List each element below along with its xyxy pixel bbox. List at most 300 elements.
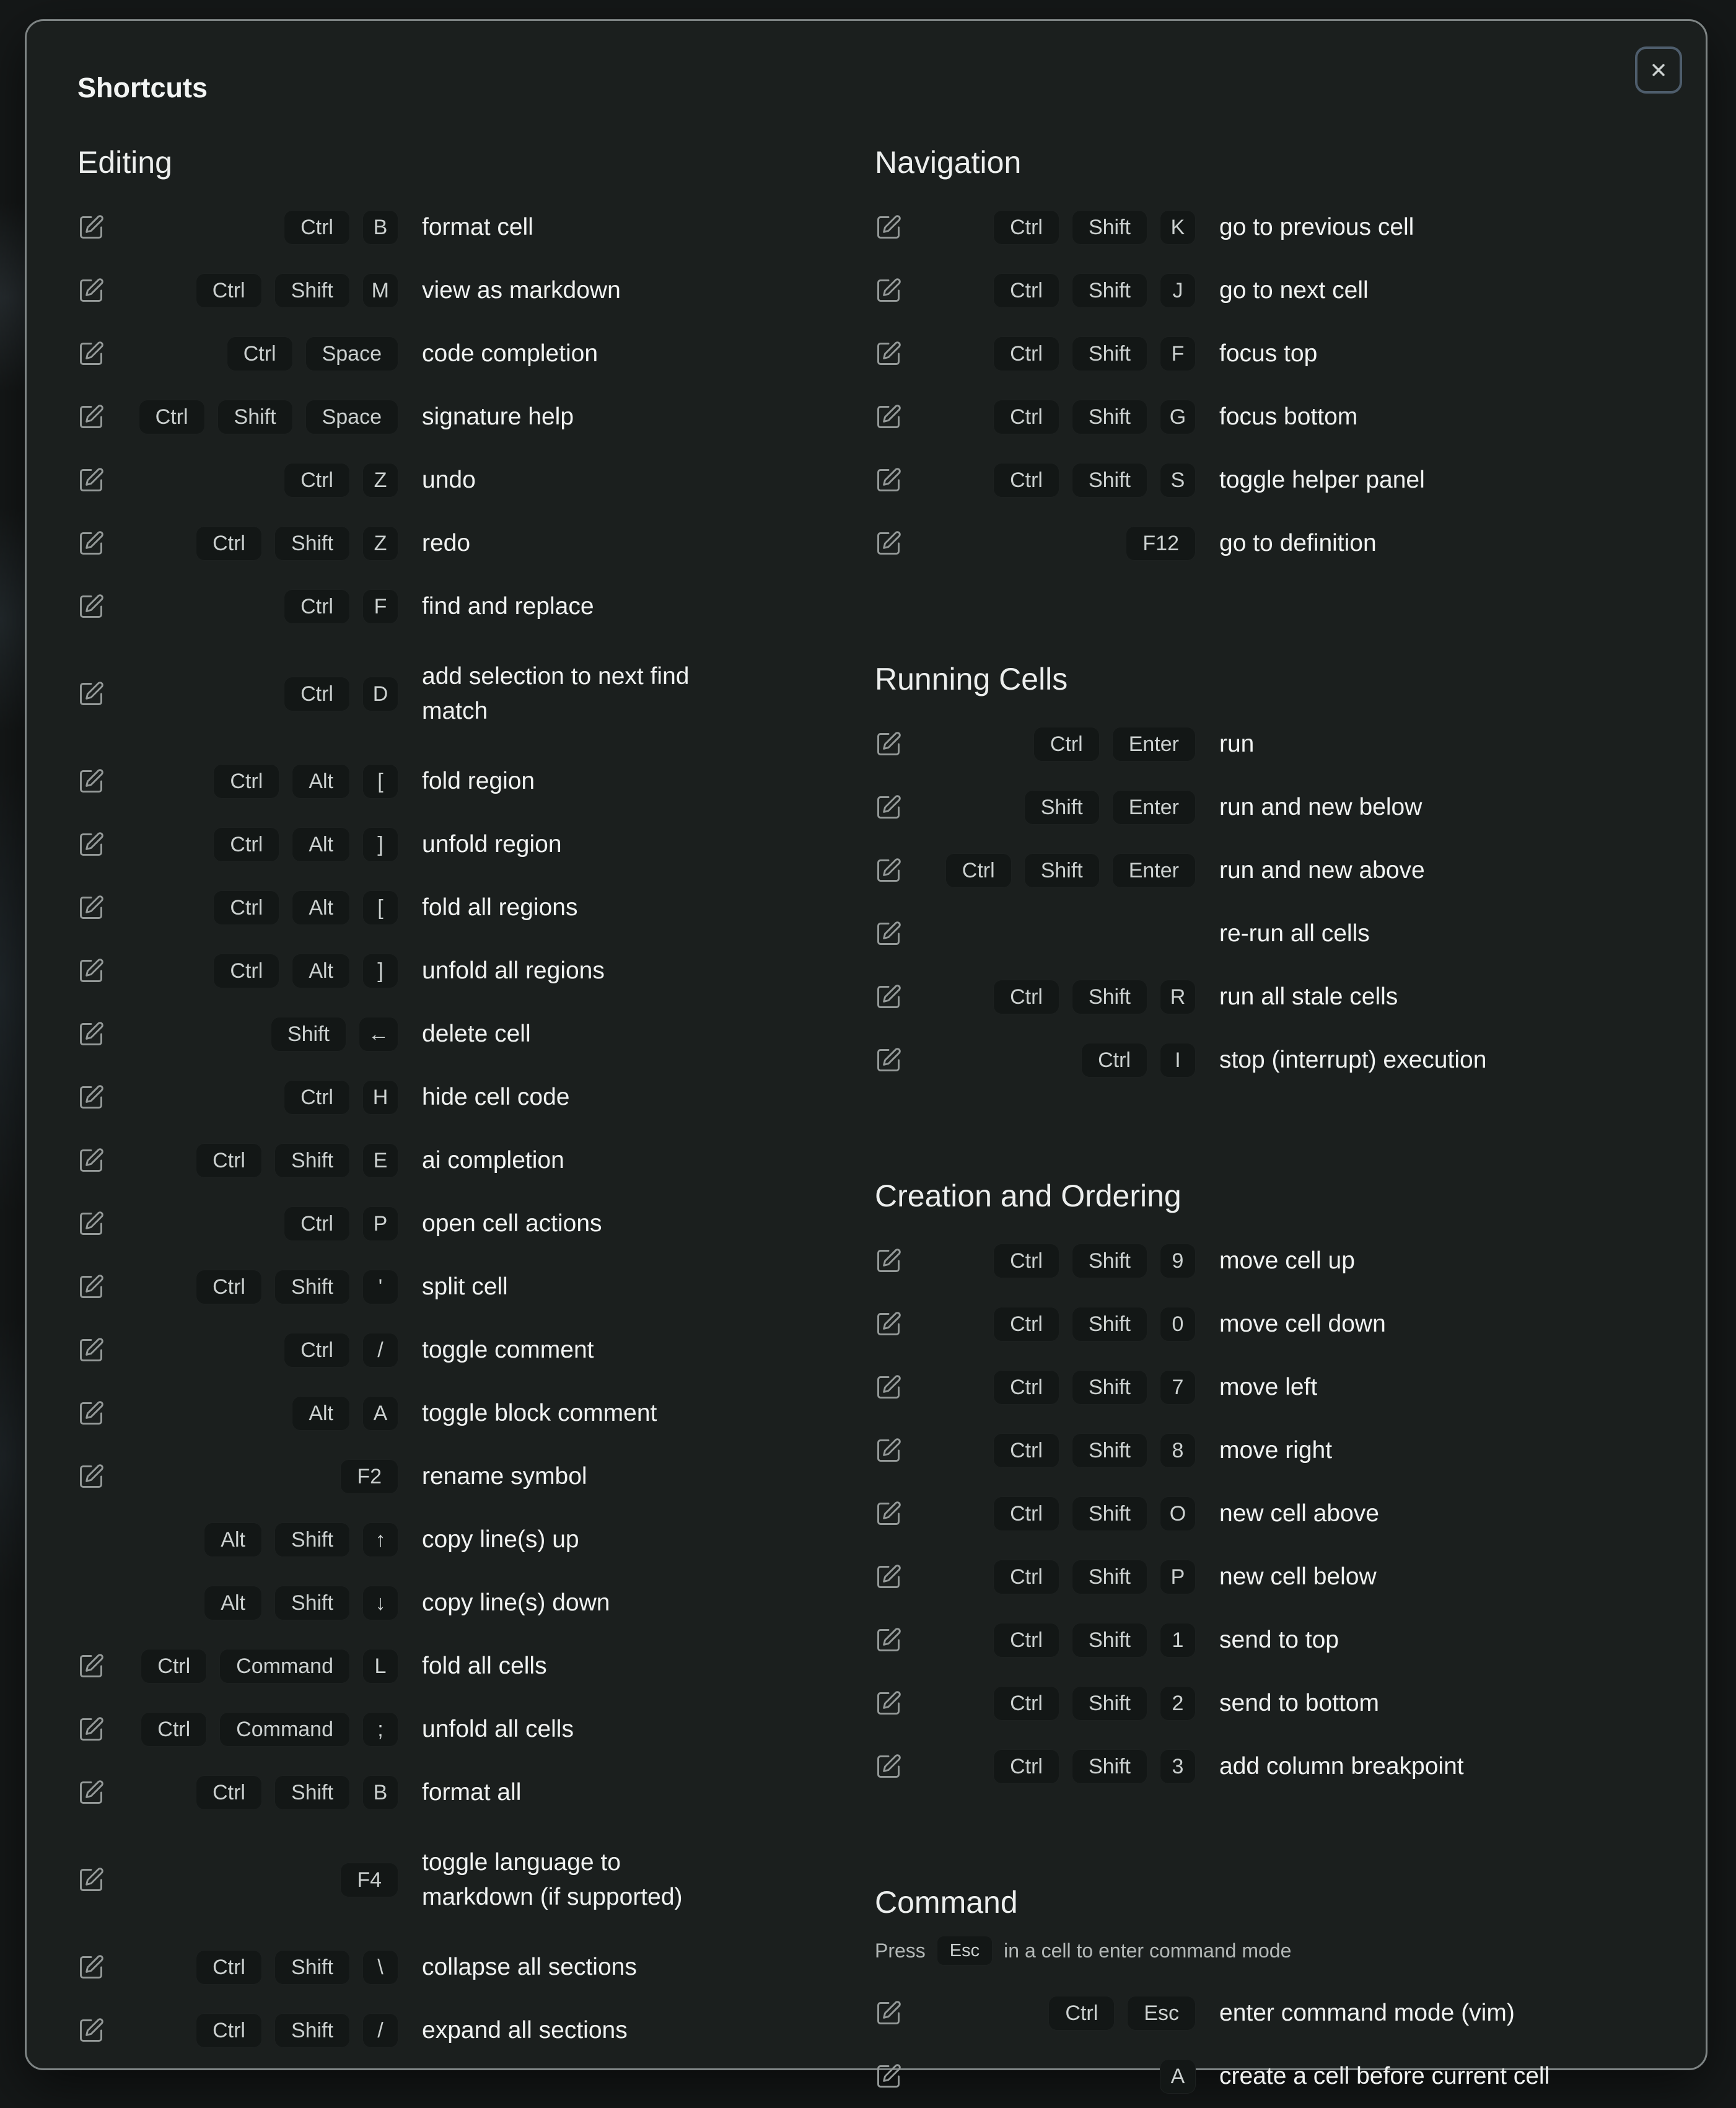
shortcut-row <box>77 1382 857 1445</box>
key-badge: Ctrl <box>993 336 1059 371</box>
key-combo <box>905 1686 1196 1721</box>
shortcut-label: focus top <box>1219 340 1318 367</box>
key-combo <box>905 727 1196 762</box>
edit-shortcut-icon[interactable] <box>875 277 902 304</box>
edit-shortcut-icon[interactable] <box>77 1337 105 1364</box>
edit-shortcut-icon[interactable] <box>77 2017 105 2044</box>
key-badge: Ctrl <box>993 273 1059 308</box>
shortcut-row <box>875 1293 1655 1356</box>
key-badge: Space <box>305 400 398 434</box>
key-badge: D <box>362 677 398 711</box>
icon-cell <box>77 831 107 858</box>
key-combo <box>107 1206 398 1241</box>
key-combo <box>905 526 1196 561</box>
icon-cell <box>875 731 905 758</box>
key-badge: ] <box>362 954 398 988</box>
shortcut-label: fold all regions <box>422 894 578 921</box>
key-combo <box>905 463 1196 498</box>
shortcut-label: open cell actions <box>422 1210 602 1237</box>
key-badge: Ctrl <box>945 853 1012 888</box>
key-badge: Shift <box>1072 210 1147 245</box>
shortcut-row <box>77 1066 857 1129</box>
section-title: Creation and Ordering <box>875 1179 1181 1213</box>
shortcut-label: undo <box>422 467 476 493</box>
key-badge: Ctrl <box>993 980 1059 1014</box>
edit-shortcut-icon[interactable] <box>875 403 902 431</box>
shortcut-row <box>77 1192 857 1255</box>
shortcut-label: signature help <box>422 403 574 430</box>
edit-shortcut-icon[interactable] <box>77 403 105 431</box>
edit-shortcut-icon[interactable] <box>77 768 105 795</box>
key-badge: Ctrl <box>213 827 279 862</box>
icon-cell <box>77 1147 107 1174</box>
key-badge: Ctrl <box>213 890 279 925</box>
key-badge: [ <box>362 764 398 799</box>
icon-cell <box>875 794 905 821</box>
key-badge: Shift <box>1024 790 1100 825</box>
edit-shortcut-icon[interactable] <box>875 920 902 947</box>
key-badge: Shift <box>1072 1307 1147 1342</box>
shortcut-row <box>875 512 1655 575</box>
shortcut-row <box>875 839 1655 902</box>
icon-cell <box>875 1690 905 1717</box>
key-badge: Ctrl <box>141 1712 207 1747</box>
key-badge: Alt <box>292 1396 350 1431</box>
key-badge: Command <box>219 1712 350 1747</box>
key-badge: Command <box>219 1649 350 1684</box>
shortcut-columns <box>77 145 1655 2108</box>
key-badge: Alt <box>292 890 350 925</box>
shortcut-row <box>77 1936 857 1999</box>
edit-shortcut-icon[interactable] <box>77 214 105 241</box>
icon-cell <box>77 403 107 431</box>
key-badge: Space <box>305 336 398 371</box>
shortcut-label: create a cell before current cell <box>1219 2063 1550 2089</box>
key-badge: 2 <box>1160 1686 1196 1721</box>
icon-cell <box>77 1716 107 1743</box>
icon-cell <box>77 1400 107 1427</box>
edit-shortcut-icon[interactable] <box>77 1021 105 1048</box>
edit-shortcut-icon[interactable] <box>875 214 902 241</box>
edit-shortcut-icon[interactable] <box>77 1210 105 1237</box>
icon-cell <box>77 530 107 557</box>
key-combo <box>905 1496 1196 1531</box>
key-combo <box>107 1080 398 1115</box>
key-badge: Shift <box>274 1522 350 1557</box>
shortcut-row <box>77 1761 857 1824</box>
shortcut-label: new cell above <box>1219 1500 1379 1527</box>
shortcut-label: toggle block comment <box>422 1400 657 1426</box>
edit-shortcut-icon[interactable] <box>77 1084 105 1111</box>
shortcut-label: run and new below <box>1219 794 1423 820</box>
key-badge: Ctrl <box>993 1560 1059 1594</box>
edit-shortcut-icon[interactable] <box>77 1779 105 1806</box>
shortcut-row <box>875 902 1655 965</box>
shortcut-row <box>875 322 1655 385</box>
edit-shortcut-icon[interactable] <box>875 1563 902 1591</box>
key-combo <box>905 1996 1196 2031</box>
key-badge: Enter <box>1112 790 1196 825</box>
key-badge: Ctrl <box>141 1649 207 1684</box>
key-badge: / <box>362 1333 398 1368</box>
shortcut-row <box>875 1609 1655 1672</box>
shortcut-label: enter command mode (vim) <box>1219 2000 1515 2026</box>
icon-cell <box>875 1437 905 1464</box>
shortcut-row <box>77 1571 857 1635</box>
edit-shortcut-icon[interactable] <box>77 680 105 708</box>
shortcut-row <box>77 1445 857 1508</box>
key-badge: Ctrl <box>284 463 350 498</box>
shortcut-label: copy line(s) down <box>422 1589 610 1616</box>
key-combo <box>905 980 1196 1014</box>
key-combo <box>107 210 398 245</box>
shortcut-label: delete cell <box>422 1021 531 1047</box>
edit-shortcut-icon[interactable] <box>875 1374 902 1401</box>
icon-cell <box>875 2063 905 2090</box>
key-badge: R <box>1160 980 1196 1014</box>
key-badge: Esc <box>937 1936 993 1965</box>
key-badge: ← <box>359 1017 398 1052</box>
key-badge: Z <box>362 526 398 561</box>
icon-cell <box>875 340 905 367</box>
edit-shortcut-icon[interactable] <box>77 277 105 304</box>
section-title: Editing <box>77 145 172 180</box>
icon-cell <box>77 277 107 304</box>
edit-shortcut-icon[interactable] <box>875 1047 902 1074</box>
shortcut-label: unfold all regions <box>422 957 605 984</box>
shortcut-label: re-run all cells <box>1219 920 1370 947</box>
left-column <box>77 145 857 2062</box>
edit-shortcut-icon[interactable] <box>875 983 902 1011</box>
edit-shortcut-icon[interactable] <box>875 340 902 367</box>
key-badge: Alt <box>292 764 350 799</box>
note-text: Press <box>875 1939 926 1962</box>
close-button[interactable] <box>1635 46 1682 94</box>
icon-cell <box>875 467 905 494</box>
icon-cell <box>875 920 905 947</box>
key-badge: Ctrl <box>993 1244 1059 1278</box>
icon-cell <box>77 1866 107 1894</box>
key-badge: Shift <box>1072 1433 1147 1468</box>
icon-cell <box>77 894 107 921</box>
key-badge: Shift <box>274 2013 350 2048</box>
key-combo <box>107 526 398 561</box>
edit-shortcut-icon[interactable] <box>77 1463 105 1490</box>
shortcut-label: fold region <box>422 768 535 794</box>
section-navigation <box>875 145 1655 575</box>
key-combo <box>107 463 398 498</box>
modal-content <box>27 21 1706 2108</box>
key-badge: B <box>362 1775 398 1810</box>
key-badge: Ctrl <box>993 1370 1059 1405</box>
key-combo <box>905 400 1196 434</box>
key-badge: Ctrl <box>1033 727 1100 762</box>
edit-shortcut-icon[interactable] <box>77 593 105 620</box>
key-badge: ↓ <box>362 1586 398 1620</box>
shortcut-label: expand all sections <box>422 2017 628 2044</box>
key-badge: 9 <box>1160 1244 1196 1278</box>
key-badge: 3 <box>1160 1749 1196 1784</box>
icon-cell <box>77 340 107 367</box>
key-badge: G <box>1160 400 1196 434</box>
close-icon <box>1647 58 1670 82</box>
shortcut-row <box>77 1508 857 1571</box>
shortcut-label: send to bottom <box>1219 1690 1379 1716</box>
edit-shortcut-icon[interactable] <box>875 2000 902 2027</box>
key-badge: Z <box>362 463 398 498</box>
shortcut-label: view as markdown <box>422 277 621 304</box>
edit-shortcut-icon[interactable] <box>77 957 105 985</box>
edit-shortcut-icon[interactable] <box>77 1716 105 1743</box>
edit-shortcut-icon[interactable] <box>875 1311 902 1338</box>
shortcut-row <box>875 259 1655 322</box>
key-combo <box>107 1863 398 1897</box>
edit-shortcut-icon[interactable] <box>875 1437 902 1464</box>
key-badge: Shift <box>1072 1244 1147 1278</box>
edit-shortcut-icon[interactable] <box>875 1627 902 1654</box>
key-badge: Ctrl <box>139 400 205 434</box>
key-badge: / <box>362 2013 398 2048</box>
key-badge: Ctrl <box>196 1775 262 1810</box>
key-badge: Ctrl <box>213 764 279 799</box>
edit-shortcut-icon[interactable] <box>77 1273 105 1301</box>
section-title: Running Cells <box>875 662 1068 696</box>
key-badge: Shift <box>217 400 293 434</box>
shortcut-label: go to definition <box>1219 530 1377 556</box>
key-combo <box>107 1775 398 1810</box>
edit-shortcut-icon[interactable] <box>875 530 902 557</box>
icon-cell <box>875 1047 905 1074</box>
key-badge: Ctrl <box>284 210 350 245</box>
shortcut-label: unfold region <box>422 831 562 858</box>
key-badge: Alt <box>204 1586 262 1620</box>
key-badge: Shift <box>1072 1749 1147 1784</box>
key-badge: O <box>1160 1496 1196 1531</box>
shortcut-label: move cell down <box>1219 1311 1386 1337</box>
key-badge: Ctrl <box>993 1496 1059 1531</box>
key-badge: ; <box>362 1712 398 1747</box>
shortcut-row <box>77 575 857 638</box>
key-badge: S <box>1160 463 1196 498</box>
key-badge: Ctrl <box>993 1749 1059 1784</box>
key-combo <box>905 1043 1196 1078</box>
shortcut-row <box>77 1003 857 1066</box>
modal-title: Shortcuts <box>77 72 208 103</box>
icon-cell <box>77 1021 107 1048</box>
edit-shortcut-icon[interactable] <box>875 1690 902 1717</box>
icon-cell <box>875 1374 905 1401</box>
edit-shortcut-icon[interactable] <box>77 894 105 921</box>
key-badge: 0 <box>1160 1307 1196 1342</box>
shortcut-label: move right <box>1219 1437 1333 1464</box>
edit-shortcut-icon[interactable] <box>77 340 105 367</box>
key-badge: F <box>362 589 398 624</box>
shortcut-label: send to top <box>1219 1627 1339 1653</box>
key-badge: F2 <box>340 1459 398 1494</box>
shortcut-label: run and new above <box>1219 857 1425 884</box>
key-combo <box>905 853 1196 888</box>
key-badge: Ctrl <box>284 677 350 711</box>
key-badge: E <box>362 1143 398 1178</box>
key-badge: Shift <box>1072 400 1147 434</box>
icon-cell <box>77 957 107 985</box>
shortcut-label: ai completion <box>422 1147 564 1174</box>
shortcut-row <box>875 449 1655 512</box>
key-badge: [ <box>362 890 398 925</box>
key-badge: A <box>1160 2059 1196 2094</box>
edit-shortcut-icon[interactable] <box>77 1147 105 1174</box>
icon-cell <box>875 2000 905 2027</box>
shortcut-row <box>77 638 857 750</box>
key-combo <box>905 790 1196 825</box>
edit-shortcut-icon[interactable] <box>875 1247 902 1275</box>
key-badge: Shift <box>1072 336 1147 371</box>
edit-shortcut-icon[interactable] <box>77 1954 105 1981</box>
key-combo <box>107 1396 398 1431</box>
right-column <box>875 145 1655 2108</box>
key-badge: Shift <box>274 1586 350 1620</box>
icon-cell <box>875 214 905 241</box>
edit-shortcut-icon[interactable] <box>875 794 902 821</box>
shortcut-row <box>77 1255 857 1319</box>
icon-cell <box>77 1954 107 1981</box>
key-badge: Esc <box>1127 1996 1196 2031</box>
shortcut-row <box>77 196 857 259</box>
shortcut-label: rename symbol <box>422 1463 587 1490</box>
shortcut-label: stop (interrupt) execution <box>1219 1047 1487 1073</box>
icon-cell <box>875 1627 905 1654</box>
key-combo <box>905 273 1196 308</box>
edit-shortcut-icon[interactable] <box>875 1500 902 1527</box>
key-combo <box>107 677 398 711</box>
shortcut-label: split cell <box>422 1273 508 1300</box>
key-combo <box>107 827 398 862</box>
key-badge: Ctrl <box>284 589 350 624</box>
icon-cell <box>875 1247 905 1275</box>
key-badge: J <box>1160 273 1196 308</box>
shortcut-row <box>875 1229 1655 1293</box>
icon-cell <box>77 1779 107 1806</box>
shortcut-row <box>77 322 857 385</box>
shortcut-row <box>875 1029 1655 1092</box>
key-combo <box>107 336 398 371</box>
shortcut-row <box>875 1545 1655 1609</box>
shortcut-row <box>875 1672 1655 1735</box>
key-badge: Shift <box>1072 463 1147 498</box>
key-badge: L <box>362 1649 398 1684</box>
shortcut-label: move left <box>1219 1374 1318 1400</box>
shortcut-label: focus bottom <box>1219 403 1358 430</box>
key-badge: P <box>362 1206 398 1241</box>
shortcut-row <box>77 1999 857 2062</box>
edit-shortcut-icon[interactable] <box>875 857 902 884</box>
edit-shortcut-icon[interactable] <box>875 2063 902 2090</box>
key-badge: Ctrl <box>993 1433 1059 1468</box>
shortcut-row <box>77 1635 857 1698</box>
edit-shortcut-icon[interactable] <box>77 1866 105 1894</box>
icon-cell <box>77 214 107 241</box>
icon-cell <box>875 857 905 884</box>
key-badge: Shift <box>1072 1496 1147 1531</box>
key-badge: Ctrl <box>196 1143 262 1178</box>
key-badge: 8 <box>1160 1433 1196 1468</box>
key-badge: Shift <box>274 1775 350 1810</box>
shortcut-label: redo <box>422 530 471 556</box>
key-combo <box>905 1307 1196 1342</box>
shortcuts-modal <box>25 19 1708 2089</box>
key-combo <box>107 1586 398 1620</box>
edit-shortcut-icon[interactable] <box>77 1653 105 1680</box>
key-badge: H <box>362 1080 398 1115</box>
key-badge: Shift <box>1072 1370 1147 1405</box>
edit-shortcut-icon[interactable] <box>77 530 105 557</box>
shortcut-row <box>77 512 857 575</box>
key-combo <box>905 1749 1196 1784</box>
key-badge: Ctrl <box>993 463 1059 498</box>
key-badge: Enter <box>1112 853 1196 888</box>
shortcut-label: find and replace <box>422 593 594 620</box>
edit-shortcut-icon[interactable] <box>875 1753 902 1780</box>
key-badge: \ <box>362 1950 398 1985</box>
shortcut-label: code completion <box>422 340 598 367</box>
edit-shortcut-icon[interactable] <box>875 731 902 758</box>
shortcut-label: toggle helper panel <box>1219 467 1425 493</box>
shortcut-row <box>875 1356 1655 1419</box>
shortcut-label: add selection to next find match <box>422 663 690 724</box>
key-badge: Shift <box>274 273 350 308</box>
key-badge: Ctrl <box>213 954 279 988</box>
key-combo <box>905 1560 1196 1594</box>
icon-cell <box>77 1463 107 1490</box>
key-badge: Enter <box>1112 727 1196 762</box>
shortcut-row <box>875 1482 1655 1545</box>
edit-shortcut-icon[interactable] <box>77 831 105 858</box>
key-badge: 7 <box>1160 1370 1196 1405</box>
key-badge: ↑ <box>362 1522 398 1557</box>
key-badge: Shift <box>1072 1623 1147 1658</box>
key-combo <box>107 1143 398 1178</box>
shortcut-row <box>875 196 1655 259</box>
edit-shortcut-icon[interactable] <box>875 467 902 494</box>
key-badge: ] <box>362 827 398 862</box>
key-combo <box>107 1522 398 1557</box>
key-combo <box>107 400 398 434</box>
edit-shortcut-icon[interactable] <box>77 467 105 494</box>
key-badge: F12 <box>1126 526 1196 561</box>
key-badge: I <box>1160 1043 1196 1078</box>
key-badge: Ctrl <box>196 526 262 561</box>
key-combo <box>905 1244 1196 1278</box>
key-badge: Shift <box>274 526 350 561</box>
key-badge: F <box>1160 336 1196 371</box>
edit-shortcut-icon[interactable] <box>77 1400 105 1427</box>
shortcut-row <box>77 876 857 939</box>
icon-cell <box>875 1563 905 1591</box>
icon-cell <box>77 593 107 620</box>
section-command <box>875 1885 1655 2108</box>
shortcut-row <box>77 813 857 876</box>
key-badge: Shift <box>1072 980 1147 1014</box>
key-combo <box>107 1950 398 1985</box>
shortcut-row <box>77 1824 857 1936</box>
icon-cell <box>875 403 905 431</box>
key-badge: Shift <box>274 1270 350 1304</box>
icon-cell <box>77 2017 107 2044</box>
key-combo <box>107 1649 398 1684</box>
key-combo <box>905 2059 1196 2094</box>
shortcut-row <box>77 259 857 322</box>
key-badge: Ctrl <box>993 1307 1059 1342</box>
